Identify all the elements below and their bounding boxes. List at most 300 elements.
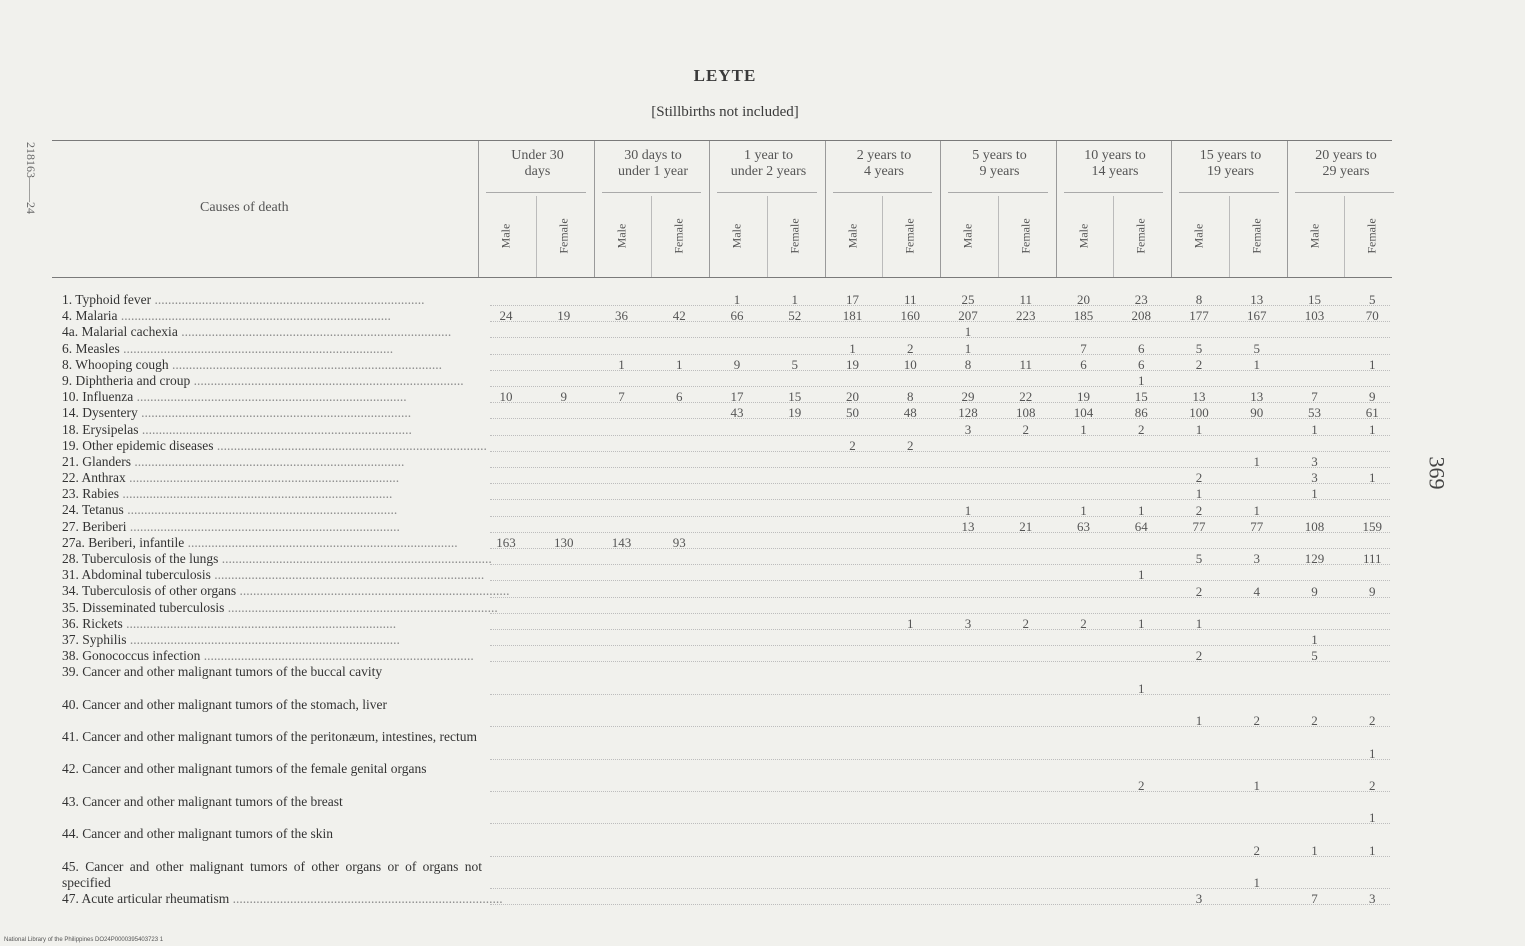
cause-label [62,794,482,826]
age-group-line1: 5 years to [972,148,1027,163]
page-subtitle: [Stillbirths not included] [651,104,799,120]
leader-dots: ................................................................................ [200,648,474,664]
data-cell: 24 [499,308,513,324]
leader-dots: ................................................................................ [151,292,425,307]
data-cell: 9 [1369,583,1376,599]
leader-dots: ................................................................................ [213,437,487,453]
data-cell: 3 [964,616,972,631]
data-cell: 5 [1369,292,1376,307]
data-cell: 3 [1311,470,1318,486]
age-group-line2: 9 years [979,164,1020,179]
sex-header [998,200,1054,272]
data-cell: 7 [1311,389,1318,405]
sex-header [536,200,592,272]
sex-label: Male [614,223,628,249]
cause-text: 10. Influenza [62,389,134,405]
data-cell: 5 [1253,340,1260,356]
data-cell: 9 [560,389,567,405]
sex-label: Female [1018,218,1033,254]
data-cell: 15 [788,389,802,405]
data-cell: 19 [1077,389,1090,405]
row-leader [490,499,1390,501]
row-leader [490,694,1390,696]
sex-header [1056,200,1112,272]
sex-header [478,200,534,272]
sex-header [1344,200,1400,272]
data-cell: 159 [1362,518,1382,534]
data-cell: 1 [1195,616,1203,631]
data-cell: 129 [1304,551,1325,567]
data-cell: 103 [1304,308,1325,324]
data-cell: 1 [907,616,914,631]
sex-label: Female [1364,218,1379,254]
sex-separator [998,196,999,277]
cause-label [62,422,482,438]
data-cell: 11 [1019,292,1033,307]
sex-header [1229,200,1285,272]
data-cell: 2 [1195,583,1203,599]
data-cell: 1 [1138,567,1145,583]
sex-header [651,200,707,272]
sex-separator [767,196,768,277]
row-leader [490,904,1390,906]
data-cell: 1 [1080,421,1087,437]
row-leader [490,759,1390,761]
data-cell: 1 [1195,713,1203,729]
data-cell: 128 [958,405,978,421]
data-cell: 7 [1080,340,1087,356]
leader-dots: ................................................................................ [184,534,458,550]
data-cell: 17 [730,389,744,405]
data-cell: 8 [964,356,972,372]
data-cell: 3 [964,421,972,437]
age-group-line2: days [524,164,551,179]
cause-text: 28. Tuberculosis of the lungs [62,551,219,566]
data-cell: 66 [730,308,744,324]
data-cell: 1 [1311,632,1318,648]
leader-dots: ................................................................................ [224,599,498,615]
side-identifier: 218163——24 [24,142,38,214]
data-cell: 1 [1369,470,1376,486]
data-cell: 1 [1369,842,1376,858]
sex-separator [882,196,883,277]
data-cell: 5 [1311,648,1318,664]
data-cell: 207 [958,308,978,324]
cause-text: 41. Cancer and other malignant tumors of the peritonæum, intestines, rectum [62,729,478,745]
sex-label: Female [556,218,571,254]
cause-text: 9. Diphtheria and croup [62,372,191,388]
cause-label [62,324,482,340]
page-number: 369 [1424,456,1450,490]
cause-text: 35. Disseminated tuberculosis [62,599,225,615]
data-cell: 2 [907,340,914,356]
data-cell: 2 [849,437,856,453]
data-cell: 1 [1311,842,1318,858]
leader-dots: ................................................................................ [122,615,397,631]
data-cell: 13 [1250,389,1264,405]
header-rule-bottom [52,277,1392,278]
age-group-header [827,148,942,180]
row-leader [490,580,1390,582]
leader-dots: ................................................................................ [119,486,393,502]
cause-text: 43. Cancer and other malignant tumors of the breast [62,793,343,809]
cause-label [62,632,482,648]
data-cell: 1 [1253,875,1260,891]
leader-dots: ................................................................................ [218,551,492,566]
data-cell: 70 [1365,308,1379,324]
page-title: LEYTE [693,66,757,85]
data-cell: 2 [1253,842,1260,858]
data-cell: 20 [846,389,859,405]
data-cell: 23 [1134,292,1148,307]
data-cell: 2 [1138,778,1145,793]
data-cell: 19 [788,405,802,421]
data-cell: 1 [1253,454,1260,469]
data-cell: 3 [1195,891,1203,907]
cause-label [62,859,482,891]
leader-dots: ................................................................................ [125,470,400,486]
group-underline [1064,192,1164,193]
sex-separator [651,196,652,277]
sex-separator [536,196,537,277]
cause-text: 47. Acute articular rheumatism [62,891,230,907]
data-cell: 1 [1195,421,1203,437]
cause-text: 14. Dysentery [62,405,138,421]
cause-label [62,502,482,518]
cause-label [62,373,482,389]
age-group-line1: 30 days to [624,148,682,163]
cause-text: 8. Whooping cough [62,356,169,372]
cause-label [62,535,482,551]
data-cell: 21 [1019,518,1033,534]
row-leader [490,483,1390,485]
group-underline [717,192,817,193]
cause-label [62,648,482,664]
data-cell: 6 [1080,356,1087,372]
data-cell: 6 [1138,356,1145,372]
cause-text: 37. Syphilis [62,631,127,647]
sex-label: Male [1191,223,1206,249]
data-cell: 1 [849,340,856,356]
sex-label: Male [845,223,859,249]
data-cell: 177 [1189,308,1209,324]
leader-dots: ................................................................................ [210,567,485,583]
age-group-header [711,148,826,180]
age-group-line1: 20 years to [1315,148,1377,163]
age-group-line1: 1 year to [744,148,793,163]
age-group-line2: 29 years [1322,164,1370,179]
cause-text: 6. Measles [62,340,120,356]
data-cell: 53 [1308,405,1321,421]
cause-text: 23. Rabies [62,486,119,502]
leader-dots: ................................................................................ [190,372,464,388]
data-cell: 2 [1022,616,1029,631]
cause-label [62,405,482,421]
row-leader [490,451,1390,453]
data-cell: 7 [618,389,625,405]
data-cell: 63 [1077,518,1090,534]
cause-label [62,891,503,907]
cause-text: 4a. Malarial cachexia [62,324,178,340]
data-cell: 1 [964,502,972,518]
age-group-line2: 19 years [1206,164,1255,179]
cause-text: 45. Cancer and other malignant tumors of other organs or of organs not specified [62,858,482,890]
sex-header [1171,200,1227,272]
data-cell: 1 [1369,421,1376,437]
leader-dots: ................................................................................ [229,891,503,907]
sex-header [709,200,765,272]
sex-label: Female [1133,218,1148,254]
data-cell: 77 [1192,518,1206,534]
cause-text: 39. Cancer and other malignant tumors of the buccal cavity [62,664,383,680]
cause-text: 19. Other epidemic diseases [62,437,214,453]
age-group-line2: under 2 years [730,164,807,179]
data-cell: 223 [1016,308,1036,324]
data-cell: 43 [730,405,744,421]
data-cell: 1 [1311,421,1318,437]
cause-label [62,389,482,405]
cause-text: 27. Beriberi [62,518,127,534]
data-cell: 22 [1019,389,1033,405]
data-cell: 19 [846,356,859,372]
cause-label [62,697,482,729]
sex-header [594,200,650,272]
data-cell: 48 [903,405,917,421]
cause-label [62,454,482,470]
data-cell: 1 [1195,486,1203,502]
data-cell: 13 [961,518,975,534]
data-cell: 160 [900,308,920,324]
data-cell: 13 [1250,292,1264,307]
data-cell: 108 [1304,518,1325,534]
data-cell: 1 [964,340,972,356]
data-cell: 208 [1131,308,1151,324]
group-underline [1295,192,1395,193]
cause-text: 42. Cancer and other malignant tumors of the female genital organs [62,761,427,777]
cause-text: 44. Cancer and other malignant tumors of the skin [62,826,334,842]
sex-label: Male [729,223,744,249]
row-leader [490,661,1390,663]
cause-text: 21. Glanders [62,453,131,469]
cause-label [62,664,482,696]
group-underline [948,192,1048,193]
data-cell: 111 [1362,551,1382,567]
cause-label [62,470,482,486]
data-cell: 36 [615,308,628,324]
cause-label [62,729,482,761]
data-cell: 143 [611,535,632,550]
data-cell: 2 [907,437,914,453]
group-underline [486,192,586,193]
cause-label [62,599,498,616]
data-cell: 1 [1080,502,1087,518]
sex-label: Male [1076,223,1090,249]
data-cell: 1 [1253,502,1260,518]
leader-dots: ................................................................................ [133,389,407,405]
data-cell: 1 [1138,616,1145,631]
data-cell: 181 [842,308,863,324]
sex-header [767,200,823,272]
age-group-line2: 4 years [863,164,905,179]
data-cell: 1 [618,356,625,372]
cause-text: 31. Abdominal tuberculosis [62,567,211,583]
leader-dots: ................................................................................ [137,405,412,421]
data-cell: 1 [1369,745,1376,761]
age-group-header [1058,148,1173,180]
data-cell: 2 [1369,713,1376,729]
sex-header [882,200,938,272]
sex-label: Male [1307,223,1321,249]
causes-header: Causes of death [200,200,289,215]
age-group-header [596,148,711,180]
data-cell: 167 [1247,308,1267,324]
cause-label [62,357,482,373]
data-cell: 42 [672,308,686,324]
sex-header [825,200,881,272]
data-cell: 1 [1253,356,1260,372]
data-cell: 1 [733,292,741,307]
cause-text: 4. Malaria [62,308,118,324]
row-leader [490,613,1390,615]
cause-label [62,826,482,858]
data-cell: 130 [554,535,574,550]
cause-text: 34. Tuberculosis of other organs [62,583,237,599]
data-cell: 17 [846,292,859,307]
age-group-line1: Under 30 [511,148,564,163]
cause-text: 27a. Beriberi, infantile [62,534,185,550]
data-cell: 5 [1195,340,1203,356]
data-cell: 100 [1189,405,1209,421]
data-cell: 9 [1311,583,1318,599]
cause-text: 36. Rickets [62,615,123,631]
cause-text: 38. Gonococcus infection [62,648,201,664]
row-leader [490,386,1390,388]
data-cell: 93 [672,535,686,550]
cause-text: 40. Cancer and other malignant tumors of the stomach, liver [62,696,388,712]
leader-dots: ................................................................................ [177,324,452,340]
cause-label [62,437,487,454]
data-cell: 6 [676,389,683,405]
data-cell: 1 [1253,778,1260,793]
leader-dots: ................................................................................ [130,453,405,469]
data-cell: 15 [1308,292,1321,307]
age-group-header [480,148,595,180]
data-cell: 5 [791,356,798,372]
leader-dots: ................................................................................ [123,502,398,518]
data-cell: 29 [961,389,975,405]
data-cell: 2 [1195,470,1203,486]
data-cell: 2 [1311,713,1318,729]
leader-dots: ................................................................................ [168,356,442,372]
sex-label: Female [671,218,686,254]
sex-separator [1113,196,1114,277]
data-cell: 15 [1134,389,1148,405]
data-cell: 2 [1138,421,1145,437]
age-group-header [1173,148,1288,180]
sex-label: Female [1249,218,1264,254]
cause-label [62,292,482,308]
data-cell: 9 [733,356,741,372]
group-underline [602,192,702,193]
data-cell: 11 [1019,356,1033,372]
data-cell: 61 [1365,405,1379,421]
row-leader [490,645,1390,647]
data-cell: 10 [499,389,513,405]
data-cell: 1 [964,324,972,340]
cause-label [62,308,482,324]
data-cell: 1 [1138,680,1145,696]
data-cell: 1 [1369,810,1376,826]
data-cell: 25 [961,292,975,307]
data-cell: 1 [791,292,798,307]
data-cell: 5 [1195,551,1203,567]
cause-label [62,341,482,357]
cause-label [62,761,482,793]
leader-dots: ................................................................................ [126,518,400,534]
data-cell: 4 [1253,583,1260,599]
data-cell: 8 [1195,292,1203,307]
cause-label [62,616,482,632]
cause-text: 1. Typhoid fever [62,292,152,307]
age-group-header [1289,148,1404,180]
group-underline [833,192,933,193]
age-group-line2: under 1 year [618,164,688,179]
data-cell: 7 [1311,891,1318,907]
sex-label: Female [902,218,917,254]
data-cell: 3 [1369,891,1376,907]
cause-text: 18. Erysipelas [62,421,139,437]
leader-dots: ................................................................................ [138,421,412,437]
sex-label: Male [960,223,975,249]
cause-label [62,551,492,567]
data-cell: 9 [1369,389,1376,405]
data-cell: 108 [1016,405,1036,421]
header-rule-top [52,140,1392,141]
leader-dots: ................................................................................ [119,340,394,356]
age-group-line1: 15 years to [1199,148,1262,163]
cause-text: 24. Tetanus [62,502,124,518]
age-group-header [942,148,1057,180]
data-cell: 50 [846,405,859,421]
data-cell: 3 [1253,551,1260,567]
cause-label [62,567,485,583]
data-cell: 20 [1077,292,1090,307]
sex-header [1113,200,1169,272]
data-cell: 2 [1195,502,1203,518]
data-cell: 1 [676,356,683,372]
data-cell: 8 [907,389,914,405]
sex-label: Male [498,223,513,249]
data-cell: 11 [903,292,917,307]
data-cell: 1 [1311,486,1318,502]
data-cell: 64 [1134,518,1148,534]
data-cell: 104 [1073,405,1094,421]
cause-label [62,486,482,502]
data-cell: 185 [1073,308,1094,324]
sex-separator [1344,196,1345,277]
sex-header [940,200,996,272]
sex-header [1287,200,1343,272]
data-cell: 2 [1253,713,1260,729]
data-cell: 6 [1138,340,1145,356]
age-group-line1: 10 years to [1084,148,1146,163]
data-cell: 163 [496,535,516,550]
data-cell: 2 [1195,648,1203,664]
data-cell: 19 [557,308,571,324]
data-cell: 2 [1080,616,1087,631]
data-cell: 13 [1192,389,1206,405]
sex-label: Female [787,218,802,254]
